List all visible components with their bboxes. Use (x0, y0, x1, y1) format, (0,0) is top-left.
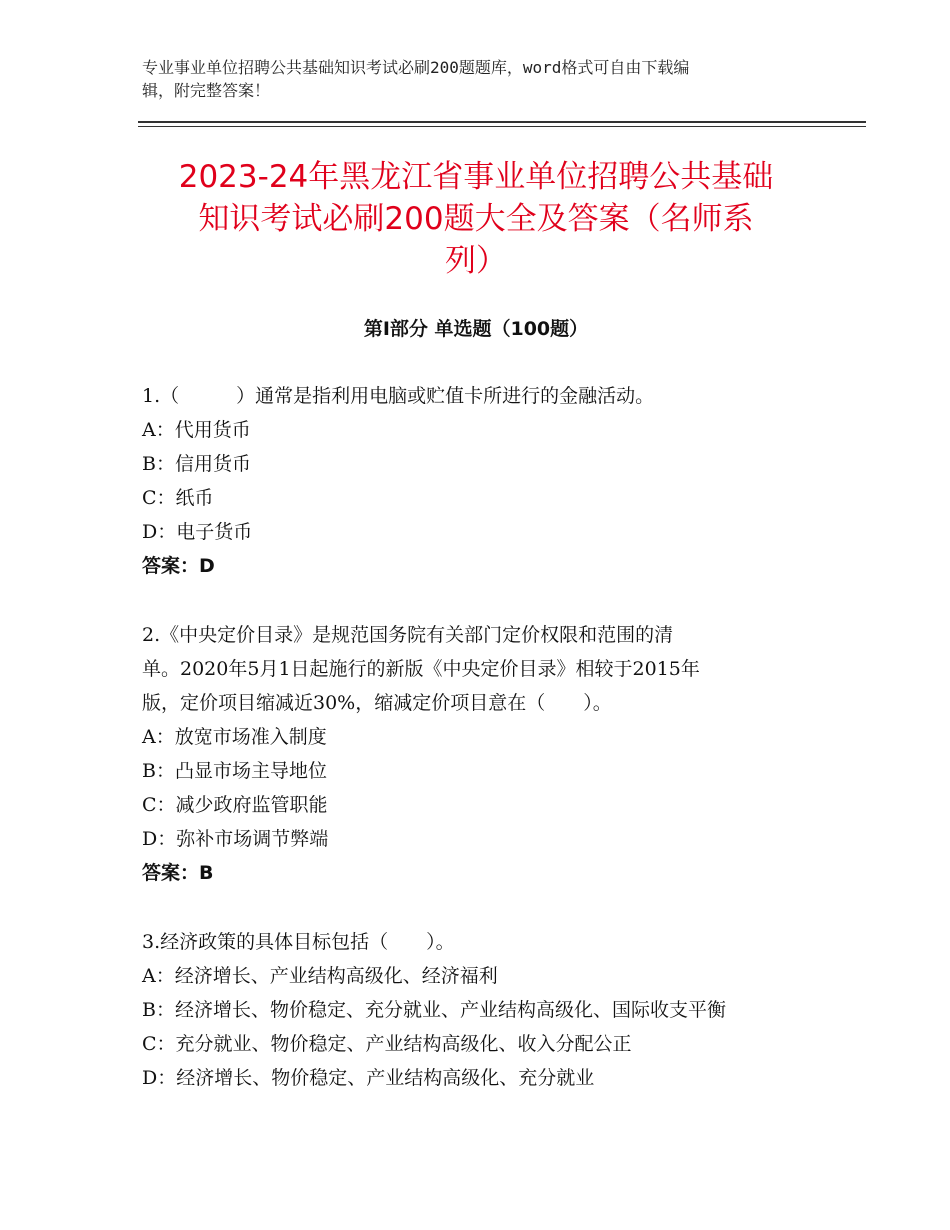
question-stem: 1.（ ）通常是指利用电脑或贮值卡所进行的金融活动。 (142, 385, 655, 407)
title-line: 2023-24年黑龙江省事业单位招聘公共基础 (178, 159, 774, 195)
option-a: A：经济增长、产业结构高级化、经济福利 (142, 965, 498, 987)
question-stem: 3.经济政策的具体目标包括（ ）。 (142, 931, 455, 953)
header-note (142, 56, 802, 102)
header-note-line: 专业事业单位招聘公共基础知识考试必刷200题题库，word格式可自由下载编 (142, 58, 690, 77)
question-2 (142, 618, 822, 890)
option-b: B：信用货币 (142, 453, 251, 475)
option-d: D：经济增长、物价稳定、产业结构高级化、充分就业 (142, 1067, 595, 1089)
question-1 (142, 379, 822, 583)
option-d: D：弥补市场调节弊端 (142, 828, 329, 850)
option-a: A：放宽市场准入制度 (142, 726, 327, 748)
question-stem: 2.《中央定价目录》是规范国务院有关部门定价权限和范围的清 (142, 624, 674, 646)
option-b: B：经济增长、物价稳定、充分就业、产业结构高级化、国际收支平衡 (142, 999, 726, 1021)
document-title (138, 156, 814, 282)
option-c: C：减少政府监管职能 (142, 794, 328, 816)
title-line: 列） (445, 243, 507, 279)
question-stem: 单。2020年5月1日起施行的新版《中央定价目录》相较于2015年 (142, 658, 700, 680)
question-3 (142, 925, 822, 1095)
option-a: A：代用货币 (142, 419, 251, 441)
section-title: 第Ⅰ部分 单选题（100题） (363, 318, 589, 340)
header-divider (138, 121, 866, 123)
answer: 答案：D (142, 555, 215, 577)
option-b: B：凸显市场主导地位 (142, 760, 327, 782)
option-c: C：充分就业、物价稳定、产业结构高级化、收入分配公正 (142, 1033, 632, 1055)
option-d: D：电子货币 (142, 521, 253, 543)
option-c: C：纸币 (142, 487, 214, 509)
title-line: 知识考试必刷200题大全及答案（名师系 (198, 201, 754, 237)
header-divider-thin (138, 126, 866, 127)
answer: 答案：B (142, 862, 214, 884)
header-note-line: 辑，附完整答案！ (142, 81, 271, 100)
question-stem: 版，定价项目缩减近30%，缩减定价项目意在（ ）。 (142, 692, 612, 714)
